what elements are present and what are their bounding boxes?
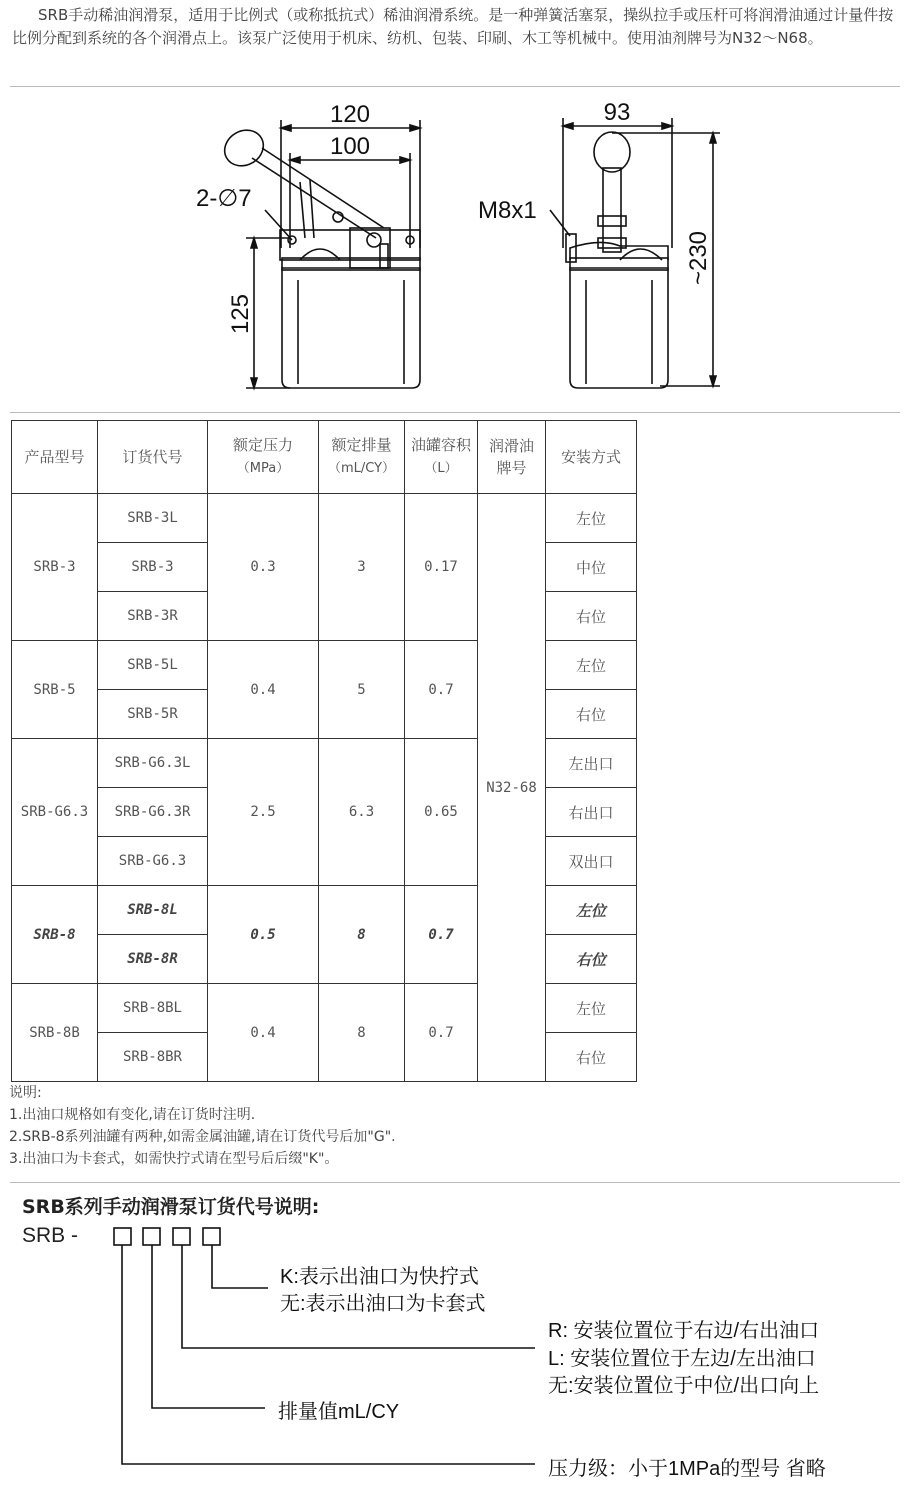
cell-pressure: 0.4	[208, 641, 319, 739]
cell-mount: 右位	[546, 935, 637, 984]
pressure-label: 压力级：小于1MPa的型号 省略	[548, 1458, 826, 1480]
note-item: 1.出油口规格如有变化,请在订货时注明.	[9, 1107, 256, 1123]
header-model: 产品型号	[12, 421, 98, 494]
cell-pressure: 2.5	[208, 739, 319, 886]
dim-side-width: 93	[603, 99, 631, 126]
cell-mount: 左位	[546, 641, 637, 690]
cell-order-code: SRB-8BR	[98, 1033, 208, 1082]
cell-order-code: SRB-8L	[98, 886, 208, 935]
cell-order-code: SRB-G6.3R	[98, 788, 208, 837]
dim-port: M8x1	[478, 197, 537, 224]
cell-order-code: SRB-3R	[98, 592, 208, 641]
cell-model: SRB-3	[12, 494, 98, 641]
dim-width-outer: 120	[329, 101, 371, 128]
cell-lube: N32-68	[478, 494, 546, 1082]
cell-volume: 0.7	[405, 984, 478, 1082]
cell-pressure: 0.3	[208, 494, 319, 641]
cell-order-code: SRB-8R	[98, 935, 208, 984]
flow-label: 排量值mL/CY	[278, 1401, 400, 1423]
notes-title: 说明:	[9, 1085, 42, 1101]
pump-drawing	[0, 88, 912, 410]
header-order-code: 订货代号	[98, 421, 208, 494]
cell-mount: 左位	[546, 886, 637, 935]
cell-pressure: 0.4	[208, 984, 319, 1082]
cell-order-code: SRB-3L	[98, 494, 208, 543]
dim-total-height: ~230	[685, 230, 712, 286]
cell-volume: 0.7	[405, 641, 478, 739]
header-lube: 润滑油 牌号	[478, 421, 546, 494]
cell-mount: 右位	[546, 1033, 637, 1082]
cell-mount: 左位	[546, 494, 637, 543]
intro-paragraph: SRB手动稀油润滑泵，适用于比例式（或称抵抗式）稀油润滑系统。是一种弹簧活塞泵，操纵拉手或压杆可将润滑油通过计量件按比例分配到系统的各个润滑点上。该泵广泛使用于机床、纺机、包装、印刷、木工等机械中。使用油剂牌号为N32～N68。	[12, 6, 894, 47]
cell-order-code: SRB-5R	[98, 690, 208, 739]
note-item: 3.出油口为卡套式，如需快拧式请在型号后后缀"K"。	[9, 1151, 339, 1167]
cell-mount: 右位	[546, 592, 637, 641]
cell-mount: 右位	[546, 690, 637, 739]
cell-mount: 左位	[546, 984, 637, 1033]
divider	[10, 86, 900, 87]
table-row	[12, 494, 637, 543]
divider	[10, 1182, 900, 1183]
cell-model: SRB-8	[12, 886, 98, 984]
cell-order-code: SRB-G6.3L	[98, 739, 208, 788]
front-view	[218, 120, 420, 388]
cell-model: SRB-8B	[12, 984, 98, 1082]
cell-volume: 0.17	[405, 494, 478, 641]
cell-order-code: SRB-3	[98, 543, 208, 592]
cell-volume: 0.7	[405, 886, 478, 984]
pos-line3: 无:安装位置位于中位/出口向上	[548, 1375, 820, 1397]
cell-flow: 8	[319, 886, 405, 984]
divider	[10, 412, 900, 413]
cell-pressure: 0.5	[208, 886, 319, 984]
ordering-title: SRB系列手动润滑泵订货代号说明:	[22, 1196, 320, 1218]
spec-table	[11, 420, 637, 1082]
note-item: 2.SRB-8系列油罐有两种,如需金属油罐,请在订货代号后加"G".	[9, 1129, 396, 1145]
header-mount: 安装方式	[546, 421, 637, 494]
cell-model: SRB-5	[12, 641, 98, 739]
cell-flow: 5	[319, 641, 405, 739]
cell-flow: 3	[319, 494, 405, 641]
pos-line1: R: 安装位置位于右边/右出油口	[548, 1320, 820, 1342]
k-line2: 无:表示出油口为卡套式	[280, 1293, 486, 1315]
notes	[9, 1082, 396, 1170]
cell-flow: 6.3	[319, 739, 405, 886]
header-pressure: 额定压力 （MPa）	[208, 421, 319, 494]
dim-height: 125	[227, 293, 254, 335]
cell-model: SRB-G6.3	[12, 739, 98, 886]
cell-order-code: SRB-5L	[98, 641, 208, 690]
table-header-row	[12, 421, 637, 494]
cell-order-code: SRB-G6.3	[98, 837, 208, 886]
header-flow: 额定排量 （mL/CY）	[319, 421, 405, 494]
cell-mount: 中位	[546, 543, 637, 592]
cell-mount: 右出口	[546, 788, 637, 837]
cell-mount: 双出口	[546, 837, 637, 886]
header-volume: 油罐容积 （L）	[405, 421, 478, 494]
cell-volume: 0.65	[405, 739, 478, 886]
pos-line2: L: 安装位置位于左边/左出油口	[548, 1348, 816, 1370]
k-line1: K:表示出油口为快拧式	[280, 1266, 479, 1288]
cell-mount: 左出口	[546, 739, 637, 788]
dim-holes: 2-∅7	[196, 185, 252, 212]
dim-width-inner: 100	[329, 133, 371, 160]
code-prefix: SRB -	[22, 1224, 79, 1247]
cell-order-code: SRB-8BL	[98, 984, 208, 1033]
cell-flow: 8	[319, 984, 405, 1082]
